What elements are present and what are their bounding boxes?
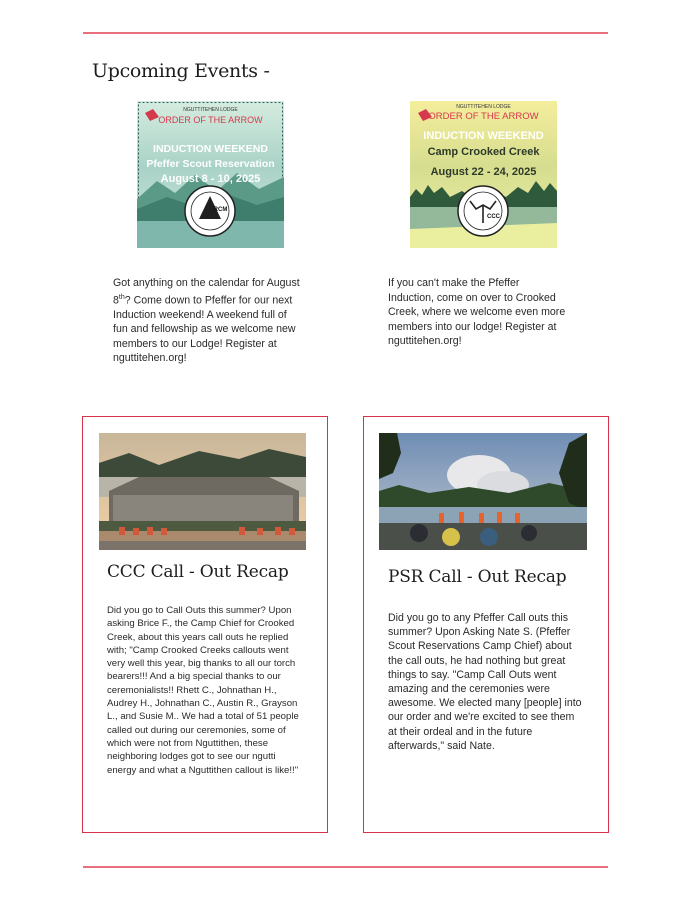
flyer-dates: August 8 - 10, 2025 (160, 173, 261, 185)
flyer-location: Pfeffer Scout Reservation (146, 158, 275, 170)
top-divider (83, 32, 608, 34)
event-description-pfeffer-start: Got anything on the calendar for August 8 (113, 277, 300, 307)
recap-title-psr: PSR Call - Out Recap (388, 567, 567, 587)
flyer-lodge: NGUTTITEHEN LODGE (183, 107, 238, 113)
flyer-location: Camp Crooked Creek (427, 146, 540, 158)
event-description-crooked-creek: If you can't make the Pfeffer Induction, come on over to Crooked Creek, where we welcome even more members into our lodge! Register at nguttitehen.org! (388, 277, 566, 347)
psr-callout-photo (379, 433, 587, 550)
recap-body-psr: Did you go to any Pfeffer Call outs this summer? Upon Asking Nate S. (Pfeffer Scout Reservations Camp Chief) about the call outs, he had nothing but great things to say. "Camp Call Outs went amazing and the ceremonies were awesome. We elected many [people] into our order and we're excited to see them at their ordeal and in the future afterwards," said Nate. (388, 612, 582, 752)
flyer-seal-text: RCM (213, 207, 228, 213)
flyer-lodge: NGUTTITEHEN LODGE (456, 104, 511, 110)
event-flyer-crooked-creek (410, 101, 557, 248)
recap-body-ccc: Did you go to Call Outs this summer? Upon asking Brice F., the Camp Chief for Crooked Creek, about this years call outs he replied with; "Camp Crooked Creeks callouts went very well this year, big thanks to all our torch bearers!!! And a big special thanks to our ceremonialists!! Rhett C., Johnathan H., Audrey H., Johnathan C., Austin R., Grayson L., and Susie M.. We had a total of 51 people called out during our ceremonies, some of which were not from Nguttithen, these neighboring lodges got to see our ngutti energy and what a Nguttithen callout is like!!" (107, 605, 299, 776)
flyer-seal-text: CCC (487, 214, 500, 220)
event-description-pfeffer (113, 276, 303, 366)
section-title: Upcoming Events - (92, 60, 270, 82)
ccc-callout-photo (99, 433, 306, 550)
event-description-pfeffer-end: ? Come down to Pfeffer for our next Induction weekend! A weekend full of fun and fellowship as we welcome new members to our Lodge! Register at nguttitehen.org! (113, 294, 296, 365)
flyer-org: ORDER OF THE ARROW (428, 111, 539, 122)
event-flyer-pfeffer (137, 101, 284, 248)
flyer-event: INDUCTION WEEKEND (423, 130, 544, 142)
flyer-event: INDUCTION WEEKEND (153, 143, 268, 155)
bottom-divider (83, 866, 608, 868)
flyer-org: ORDER OF THE ARROW (158, 115, 263, 125)
flyer-dates: August 22 - 24, 2025 (430, 166, 537, 178)
ordinal-suffix: th (118, 293, 125, 301)
recap-title-ccc: CCC Call - Out Recap (107, 562, 289, 582)
